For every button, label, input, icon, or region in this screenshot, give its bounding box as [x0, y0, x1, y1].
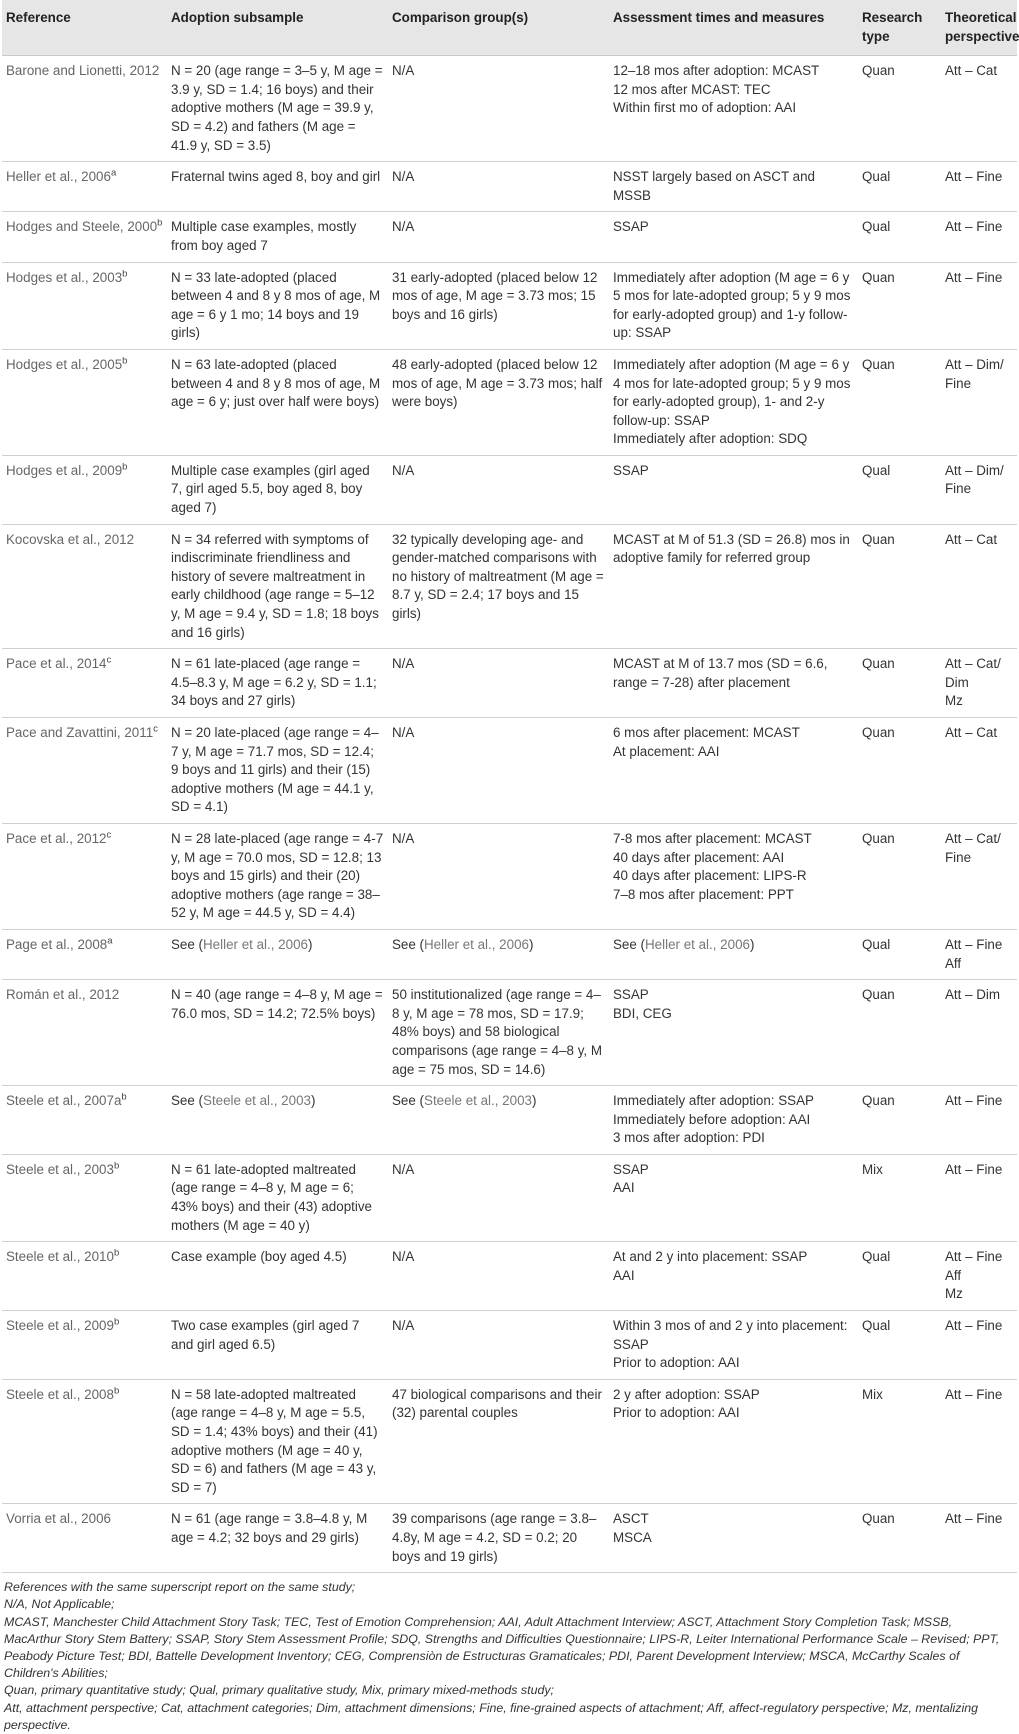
- assessment-line: 40 days after placement: AAI: [613, 849, 785, 865]
- table-row: [2, 1242, 1017, 1311]
- reference-superscript: a: [107, 935, 113, 947]
- perspective-line: Mz: [945, 693, 963, 709]
- assessment-line: SSAP: [613, 462, 649, 478]
- reference-superscript: b: [157, 217, 163, 229]
- reference-superscript: c: [106, 654, 112, 666]
- perspective-line: Aff: [945, 1267, 962, 1283]
- table-row: [2, 349, 1017, 455]
- cell-adoption-subsample: See (Heller et al., 2006): [167, 929, 388, 979]
- reference-text: Steele et al., 2010: [6, 1249, 114, 1265]
- perspective-line: Att – Dim/: [945, 356, 1004, 372]
- cell-comparison-groups: N/A: [388, 1311, 609, 1380]
- table-row: [2, 649, 1017, 718]
- cell-adoption-subsample: Two case examples (girl aged 7 and girl aged 6.5): [167, 1311, 388, 1380]
- cell-reference: [2, 929, 167, 979]
- reference-text: Kocovska et al., 2012: [6, 531, 135, 547]
- cell-assessment: [609, 718, 858, 824]
- cell-research-type: Quan: [858, 1086, 941, 1155]
- citation-link[interactable]: Heller et al., 2006: [645, 936, 750, 952]
- reference-superscript: a: [110, 167, 117, 179]
- cell-theoretical-perspective: [941, 212, 1017, 262]
- reference-superscript: b: [122, 355, 128, 367]
- cell-reference: [2, 455, 167, 524]
- cell-comparison-groups: 47 biological comparisons and their (32) parental couples: [388, 1379, 609, 1504]
- reference-text: Hodges and Steele, 2000: [6, 219, 158, 235]
- cell-adoption-subsample: See (Steele et al., 2003): [167, 1086, 388, 1155]
- cell-assessment: [609, 455, 858, 524]
- cell-comparison-groups: N/A: [388, 56, 609, 162]
- perspective-line: Mz: [945, 1286, 963, 1302]
- cell-adoption-subsample: Multiple case examples, mostly from boy aged 7: [167, 212, 388, 262]
- footnote: N/A, Not Applicable;: [4, 1597, 115, 1612]
- perspective-line: Fine: [945, 481, 972, 497]
- cell-adoption-subsample: N = 40 (age range = 4–8 y, M age = 76.0 mos, SD = 14.2; 72.5% boys): [167, 980, 388, 1086]
- assessment-line: Immediately after adoption: SSAP: [613, 1093, 814, 1109]
- cell-adoption-subsample: N = 20 (age range = 3–5 y, M age = 3.9 y, SD = 1.4; 16 boys) and their adoptive mothers (M age = 39.9 y, SD = 4.2) and fathers (M age = 41.9 y, SD = 3.5): [167, 56, 388, 162]
- citation-link[interactable]: Steele et al., 2003: [203, 1093, 311, 1109]
- reference-text: Steele et al., 2003: [6, 1161, 114, 1177]
- reference-text: Page et al., 2008: [6, 936, 108, 952]
- cell-theoretical-perspective: [941, 455, 1017, 524]
- cell-theoretical-perspective: [941, 1086, 1017, 1155]
- cell-reference: [2, 1242, 167, 1311]
- reference-text: Vorria et al., 2006: [6, 1511, 111, 1527]
- reference-text: Heller et al., 2006: [6, 169, 111, 185]
- table-row: [2, 1154, 1017, 1241]
- perspective-line: Att – Dim: [945, 987, 1001, 1003]
- cell-assessment: [609, 1504, 858, 1573]
- assessment-line: SSAP: [613, 987, 649, 1003]
- cell-assessment: [609, 929, 858, 979]
- footnote: Att, attachment perspective; Cat, attachment categories; Dim, attachment dimensions; Fine, fine-grained aspects of attachment; Aff, affect-regulatory perspective; Mz, mentalizing perspective.: [4, 1700, 979, 1732]
- cell-research-type: Quan: [858, 980, 941, 1086]
- table-row: [2, 1311, 1017, 1380]
- footnote: MCAST, Manchester Child Attachment Story Task; TEC, Test of Emotion Comprehension; AAI, Adult Attachment Interview; ASCT, Attachment Story Completion Task; MSSB, MacArthur Story Stem Battery; SSAP, Story Stem Assessment Profile; SDQ, Strengths and Difficulties Questionnaire; LIPS-R, Leiter International Performance Scale – Revised; PPT, Peabody Picture Test; BDI, Battelle Development Inventory; CEG, Comprensiòn de Estructuras Gramaticales; PDI, Parent Development Interview; MSCA, McCarthy Scales of Children's Abilities;: [4, 1614, 1000, 1681]
- reference-text: Román et al., 2012: [6, 987, 120, 1003]
- cell-comparison-groups: 50 institutionalized (age range = 4–8 y, M age = 78 mos, SD = 17.9; 48% boys) and 58 biological comparisons (age range = 4–8 y, M age = 75 mos, SD = 14.6): [388, 980, 609, 1086]
- header-comparison-groups: Comparison group(s): [388, 0, 609, 56]
- studies-table: [2, 0, 1017, 1573]
- cell-comparison-groups: See (Steele et al., 2003): [388, 1086, 609, 1155]
- cell-research-type: Quan: [858, 649, 941, 718]
- reference-text: Hodges et al., 2009: [6, 462, 123, 478]
- cell-comparison-groups: 31 early-adopted (placed below 12 mos of age, M age = 3.73 mos; 15 boys and 16 girls): [388, 262, 609, 349]
- cell-adoption-subsample: N = 34 referred with symptoms of indiscriminate friendliness and history of severe maltreatment in early childhood (age range = 5–12 y, M age = 9.4 y, SD = 1.8; 18 boys and 16 girls): [167, 524, 388, 649]
- perspective-line: Dim: [945, 674, 969, 690]
- assessment-line: See (Heller et al., 2006): [613, 936, 755, 952]
- perspective-line: Att – Cat/: [945, 830, 1001, 846]
- footnote: Quan, primary quantitative study; Qual, primary qualitative study, Mix, primary mixed-methods study;: [4, 1683, 554, 1698]
- assessment-line: SSAP: [613, 1161, 649, 1177]
- cell-theoretical-perspective: [941, 1504, 1017, 1573]
- cell-adoption-subsample: N = 61 late-adopted maltreated (age range = 4–8 y, M age = 6; 43% boys) and their (43) adoptive mothers (M age = 40 y): [167, 1154, 388, 1241]
- reference-superscript: b: [122, 268, 128, 280]
- perspective-line: Att – Fine: [945, 1318, 1003, 1334]
- cell-comparison-groups: N/A: [388, 823, 609, 929]
- assessment-line: MSCA: [613, 1529, 652, 1545]
- assessment-line: Prior to adoption: AAI: [613, 1405, 740, 1421]
- cell-research-type: Quan: [858, 349, 941, 455]
- cell-theoretical-perspective: [941, 262, 1017, 349]
- cell-assessment: [609, 524, 858, 649]
- cell-assessment: [609, 56, 858, 162]
- cell-research-type: Qual: [858, 1242, 941, 1311]
- assessment-line: MCAST at M of 51.3 (SD = 26.8) mos in adoptive family for referred group: [613, 531, 850, 566]
- perspective-line: Att – Fine: [945, 1093, 1003, 1109]
- cell-theoretical-perspective: [941, 1242, 1017, 1311]
- cell-theoretical-perspective: [941, 56, 1017, 162]
- perspective-line: Att – Fine: [945, 1386, 1003, 1402]
- cell-research-type: Qual: [858, 455, 941, 524]
- perspective-line: Fine: [945, 375, 972, 391]
- cell-research-type: Mix: [858, 1154, 941, 1241]
- cell-assessment: [609, 649, 858, 718]
- reference-text: Hodges et al., 2003: [6, 269, 123, 285]
- assessment-line: NSST largely based on ASCT and MSSB: [613, 169, 815, 203]
- cell-reference: [2, 524, 167, 649]
- cell-adoption-subsample: N = 61 (age range = 3.8–4.8 y, M age = 4.2; 32 boys and 29 girls): [167, 1504, 388, 1573]
- cell-theoretical-perspective: [941, 649, 1017, 718]
- reference-superscript: b: [121, 1091, 127, 1103]
- cell-assessment: [609, 980, 858, 1086]
- cell-adoption-subsample: N = 58 late-adopted maltreated (age range = 4–8 y, M age = 5.5, SD = 1.4; 43% boys) and their (41) adoptive mothers (M age = 40 y, SD = 6) and fathers (M age = 43 y, SD = 7): [167, 1379, 388, 1504]
- cell-adoption-subsample: Multiple case examples (girl aged 7, girl aged 5.5, boy aged 8, boy aged 7): [167, 455, 388, 524]
- cell-research-type: Quan: [858, 1504, 941, 1573]
- cell-theoretical-perspective: [941, 718, 1017, 824]
- perspective-line: Att – Cat: [945, 725, 998, 740]
- table-body: [2, 56, 1017, 1573]
- cell-reference: [2, 349, 167, 455]
- table-row: [2, 262, 1017, 349]
- perspective-line: Att – Fine: [945, 219, 1003, 235]
- reference-text: Pace et al., 2014: [6, 656, 107, 672]
- assessment-line: 7-8 mos after placement: MCAST: [613, 830, 812, 846]
- reference-text: Barone and Lionetti, 2012: [6, 63, 160, 79]
- cell-adoption-subsample: N = 20 late-placed (age range = 4–7 y, M age = 71.7 mos, SD = 12.4; 9 boys and 11 girls) and their (15) adoptive mothers (M age = 44.1 y, SD = 4.1): [167, 718, 388, 824]
- table-row: [2, 980, 1017, 1086]
- table-row: [2, 1504, 1017, 1573]
- cell-assessment: [609, 212, 858, 262]
- perspective-line: Aff: [945, 955, 962, 971]
- cell-research-type: Quan: [858, 524, 941, 649]
- assessment-line: 3 mos after adoption: PDI: [613, 1130, 765, 1146]
- reference-text: Hodges et al., 2005: [6, 356, 123, 372]
- assessment-line: At and 2 y into placement: SSAP: [613, 1249, 808, 1265]
- reference-superscript: c: [153, 723, 158, 735]
- perspective-line: Att – Fine: [945, 1511, 1003, 1527]
- assessment-line: 12–18 mos after adoption: MCAST: [613, 63, 820, 79]
- cell-adoption-subsample: Fraternal twins aged 8, boy and girl: [167, 162, 388, 212]
- assessment-line: MCAST at M of 13.7 mos (SD = 6.6, range = 7-28) after placement: [613, 656, 828, 690]
- cell-theoretical-perspective: [941, 162, 1017, 212]
- cell-assessment: [609, 1154, 858, 1241]
- table-row: [2, 1379, 1017, 1504]
- citation-link[interactable]: Heller et al., 2006: [424, 936, 529, 952]
- perspective-line: Att – Fine: [945, 169, 1003, 185]
- cell-assessment: [609, 162, 858, 212]
- cell-reference: [2, 1379, 167, 1504]
- cell-adoption-subsample: N = 63 late-adopted (placed between 4 and 8 y 8 mos of age, M age = 6 y; just over half were boys): [167, 349, 388, 455]
- cell-adoption-subsample: N = 28 late-placed (age range = 4-7 y, M age = 70.0 mos, SD = 12.8; 13 boys and 15 girls) and their (20) adoptive mothers (age range = 38–52 y, M age = 44.5 y, SD = 4.4): [167, 823, 388, 929]
- citation-link[interactable]: Steele et al., 2003: [424, 1093, 532, 1109]
- cell-research-type: Qual: [858, 1311, 941, 1380]
- assessment-line: Within first mo of adoption: AAI: [613, 100, 797, 116]
- cell-comparison-groups: N/A: [388, 649, 609, 718]
- cell-comparison-groups: 39 comparisons (age range = 3.8–4.8y, M age = 4.2, SD = 0.2; 20 boys and 19 girls): [388, 1504, 609, 1573]
- table-row: [2, 162, 1017, 212]
- table-row: [2, 56, 1017, 162]
- cell-comparison-groups: N/A: [388, 718, 609, 824]
- cell-assessment: [609, 823, 858, 929]
- reference-superscript: b: [113, 1247, 120, 1259]
- cell-adoption-subsample: N = 33 late-adopted (placed between 4 and 8 y 8 mos of age, M age = 6 y 1 mo; 14 boys and 19 girls): [167, 262, 388, 349]
- perspective-line: Att – Fine: [945, 1161, 1003, 1177]
- table-row: [2, 1086, 1017, 1155]
- reference-superscript: b: [113, 1385, 120, 1397]
- cell-reference: [2, 162, 167, 212]
- cell-research-type: Quan: [858, 262, 941, 349]
- table-row: [2, 212, 1017, 262]
- perspective-line: Att – Dim/: [945, 462, 1004, 478]
- cell-assessment: [609, 262, 858, 349]
- assessment-line: Within 3 mos of and 2 y into placement: SSAP: [613, 1318, 848, 1352]
- cell-reference: [2, 1154, 167, 1241]
- cell-research-type: Quan: [858, 56, 941, 162]
- cell-comparison-groups: N/A: [388, 455, 609, 524]
- assessment-line: 7–8 mos after placement: PPT: [613, 886, 794, 902]
- cell-research-type: Mix: [858, 1379, 941, 1504]
- cell-theoretical-perspective: [941, 349, 1017, 455]
- assessment-line: 12 mos after MCAST: TEC: [613, 81, 771, 97]
- assessment-line: 6 mos after placement: MCAST: [613, 725, 800, 740]
- cell-comparison-groups: N/A: [388, 1242, 609, 1311]
- cell-comparison-groups: 48 early-adopted (placed below 12 mos of age, M age = 3.73 mos; half were boys): [388, 349, 609, 455]
- cell-comparison-groups: 32 typically developing age- and gender-matched comparisons with no history of maltreatment (M age = 8.7 y, SD = 2.4; 17 boys and 15 girls): [388, 524, 609, 649]
- header-theoretical-perspective: Theoretical perspective: [941, 0, 1017, 56]
- cell-adoption-subsample: Case example (boy aged 4.5): [167, 1242, 388, 1311]
- perspective-line: Att – Cat: [945, 531, 998, 547]
- cell-reference: [2, 980, 167, 1086]
- reference-superscript: b: [113, 1160, 120, 1172]
- assessment-line: ASCT: [613, 1511, 649, 1527]
- cell-assessment: [609, 1311, 858, 1380]
- reference-text: Steele et al., 2007a: [6, 1093, 122, 1109]
- cell-assessment: [609, 1379, 858, 1504]
- cell-research-type: Quan: [858, 823, 941, 929]
- reference-superscript: c: [106, 829, 112, 841]
- assessment-line: Immediately after adoption (M age = 6 y 5 mos for late-adopted group; 5 y 9 mos for early-adopted group) and 1-y follow-up: SSAP: [613, 269, 851, 341]
- header-assessment: Assessment times and measures: [609, 0, 858, 56]
- cell-comparison-groups: See (Heller et al., 2006): [388, 929, 609, 979]
- citation-link[interactable]: Heller et al., 2006: [203, 936, 308, 952]
- perspective-line: Fine: [945, 849, 972, 865]
- table-header: [2, 0, 1017, 56]
- reference-superscript: b: [113, 1316, 120, 1328]
- perspective-line: Att – Fine: [945, 1249, 1003, 1265]
- cell-theoretical-perspective: [941, 980, 1017, 1086]
- table-row: [2, 455, 1017, 524]
- reference-text: Pace et al., 2012: [6, 830, 107, 846]
- cell-reference: [2, 649, 167, 718]
- reference-superscript: b: [122, 461, 128, 473]
- reference-text: Pace and Zavattini, 2011: [6, 725, 154, 740]
- cell-reference: [2, 823, 167, 929]
- reference-text: Steele et al., 2008: [6, 1386, 114, 1402]
- cell-research-type: Qual: [858, 212, 941, 262]
- footnote: References with the same superscript report on the same study;: [4, 1580, 356, 1595]
- header-adoption-subsample: Adoption subsample: [167, 0, 388, 56]
- assessment-line: SSAP: [613, 219, 649, 235]
- assessment-line: Immediately after adoption (M age = 6 y 4 mos for late-adopted group; 5 y 9 mos for early-adopted group), 1- and 2-y follow-up: SSAP: [613, 356, 851, 428]
- assessment-line: AAI: [613, 1267, 635, 1283]
- cell-theoretical-perspective: [941, 1379, 1017, 1504]
- perspective-line: Att – Fine: [945, 936, 1003, 952]
- cell-assessment: [609, 1086, 858, 1155]
- cell-research-type: Quan: [858, 718, 941, 824]
- assessment-line: Immediately before adoption: AAI: [613, 1111, 811, 1127]
- perspective-line: Att – Cat/: [945, 656, 1001, 672]
- cell-reference: [2, 1086, 167, 1155]
- cell-research-type: Qual: [858, 929, 941, 979]
- assessment-line: Prior to adoption: AAI: [613, 1355, 740, 1371]
- header-reference: Reference: [2, 0, 167, 56]
- table-row: [2, 929, 1017, 979]
- cell-reference: [2, 1504, 167, 1573]
- cell-comparison-groups: N/A: [388, 212, 609, 262]
- cell-research-type: Qual: [858, 162, 941, 212]
- assessment-line: AAI: [613, 1180, 635, 1196]
- cell-theoretical-perspective: [941, 1311, 1017, 1380]
- cell-comparison-groups: N/A: [388, 1154, 609, 1241]
- cell-assessment: [609, 1242, 858, 1311]
- cell-reference: [2, 262, 167, 349]
- cell-reference: [2, 1311, 167, 1380]
- cell-reference: [2, 212, 167, 262]
- cell-reference: [2, 718, 167, 824]
- perspective-line: Att – Fine: [945, 269, 1003, 285]
- assessment-line: Immediately after adoption: SDQ: [613, 431, 808, 447]
- table-footnotes: [0, 1573, 1013, 1734]
- cell-reference: [2, 56, 167, 162]
- table-row: [2, 524, 1017, 649]
- cell-theoretical-perspective: [941, 823, 1017, 929]
- cell-assessment: [609, 349, 858, 455]
- assessment-line: BDI, CEG: [613, 1005, 672, 1021]
- assessment-line: 40 days after placement: LIPS-R: [613, 868, 807, 884]
- cell-theoretical-perspective: [941, 524, 1017, 649]
- perspective-line: Att – Cat: [945, 63, 998, 79]
- assessment-line: 2 y after adoption: SSAP: [613, 1386, 760, 1402]
- cell-comparison-groups: N/A: [388, 162, 609, 212]
- table-row: [2, 823, 1017, 929]
- cell-theoretical-perspective: [941, 1154, 1017, 1241]
- reference-text: Steele et al., 2009: [6, 1318, 114, 1334]
- cell-adoption-subsample: N = 61 late-placed (age range = 4.5–8.3 y, M age = 6.2 y, SD = 1.1; 34 boys and 27 girls): [167, 649, 388, 718]
- cell-theoretical-perspective: [941, 929, 1017, 979]
- assessment-line: At placement: AAI: [613, 743, 720, 759]
- header-research-type: Research type: [858, 0, 941, 56]
- table-row: [2, 718, 1017, 824]
